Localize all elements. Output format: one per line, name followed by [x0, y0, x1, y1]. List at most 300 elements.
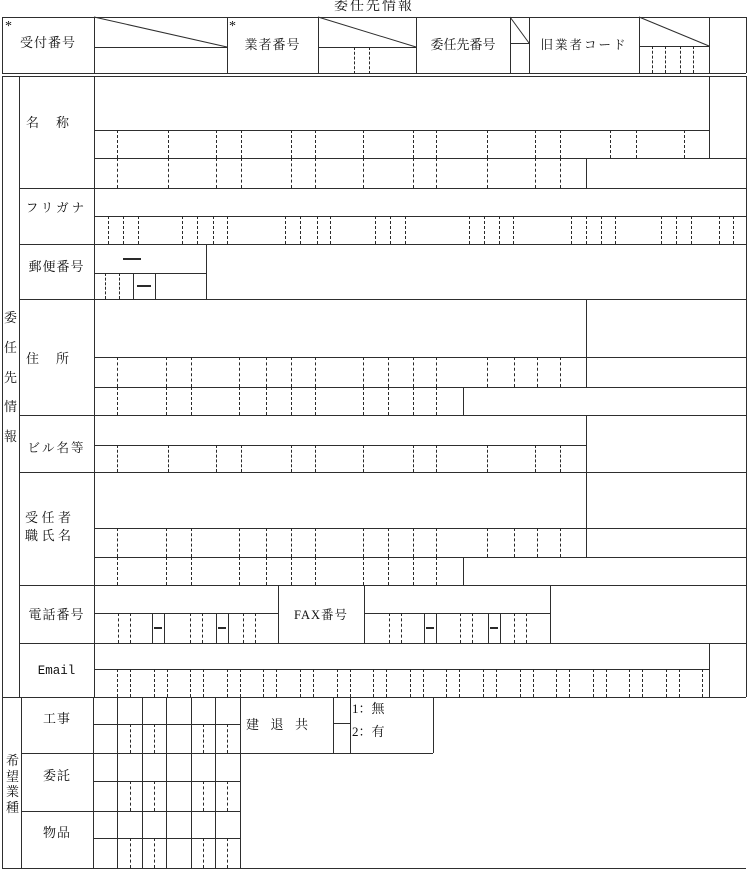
dotted-separator: [514, 528, 515, 557]
grid-line-h: [19, 472, 746, 473]
grid-line-v: [639, 17, 640, 73]
dotted-separator: [487, 130, 488, 158]
grid-line-h: [2, 697, 746, 698]
building-name-label: ビル名等: [27, 441, 86, 455]
grid-line-h: [94, 158, 746, 159]
dotted-separator: [117, 387, 118, 415]
dotted-separator: [227, 669, 228, 697]
dotted-separator: [661, 216, 662, 244]
dotted-separator: [118, 613, 119, 643]
label-char: 所: [55, 351, 69, 366]
dotted-separator: [436, 387, 437, 415]
label-char: 希: [5, 753, 19, 768]
grid-line-h: [2, 73, 746, 74]
old-contractor-code-input[interactable]: [640, 47, 708, 73]
dotted-separator: [227, 724, 228, 753]
dotted-separator: [571, 216, 572, 244]
dotted-separator: [117, 357, 118, 387]
dotted-separator: [487, 357, 488, 387]
hyphen-mark: [218, 627, 226, 629]
construction-code-input[interactable]: [94, 698, 240, 752]
label-char: 任: [3, 339, 17, 355]
grid-line-v: [2, 17, 3, 73]
dotted-separator: [388, 357, 389, 387]
grid-line-h: [21, 753, 433, 754]
grid-line-v: [2, 76, 3, 697]
dotted-separator: [413, 387, 414, 415]
grid-line-v: [586, 158, 587, 188]
grid-line-v: [746, 17, 747, 73]
postal-code-input-digits4[interactable]: [156, 274, 205, 298]
dotted-separator: [266, 557, 267, 585]
dotted-separator: [191, 357, 192, 387]
consignment-code-input[interactable]: [94, 754, 240, 810]
grid-line-v: [463, 387, 464, 415]
furigana-input[interactable]: [95, 217, 745, 243]
dotted-separator: [243, 613, 244, 643]
dotted-separator: [401, 613, 402, 643]
name-input-line1[interactable]: [95, 77, 708, 129]
dotted-separator: [241, 445, 242, 472]
grid-line-v: [133, 273, 134, 299]
dotted-separator: [285, 216, 286, 244]
dotted-separator: [560, 130, 561, 158]
label-char: 受: [25, 510, 39, 525]
grid-line-v: [215, 697, 216, 868]
grid-line-h: [510, 43, 529, 44]
dotted-separator: [315, 130, 316, 158]
dotted-separator: [166, 528, 167, 557]
dotted-separator: [291, 158, 292, 188]
dotted-separator: [436, 528, 437, 557]
address-input-line2[interactable]: [95, 358, 585, 386]
email-input-line1[interactable]: [95, 644, 708, 668]
grid-line-h: [2, 17, 746, 18]
dotted-separator: [330, 216, 331, 244]
dotted-separator: [117, 557, 118, 585]
dotted-separator: [119, 273, 120, 299]
dotted-separator: [203, 838, 204, 868]
dotted-separator: [666, 669, 667, 697]
grid-line-v: [436, 613, 437, 643]
name-input-line2[interactable]: [95, 131, 708, 157]
grid-line-v: [228, 613, 229, 643]
dotted-separator: [469, 216, 470, 244]
dotted-separator: [266, 357, 267, 387]
grid-line-h: [639, 46, 709, 47]
dotted-separator: [203, 724, 204, 753]
dotted-separator: [560, 357, 561, 387]
dotted-separator: [363, 557, 364, 585]
dotted-separator: [436, 158, 437, 188]
dotted-separator: [350, 669, 351, 697]
dotted-separator: [537, 357, 538, 387]
dotted-separator: [388, 387, 389, 415]
dotted-separator: [300, 669, 301, 697]
dotted-separator: [514, 613, 515, 643]
grid-line-v: [709, 643, 710, 697]
dotted-separator: [363, 528, 364, 557]
dotted-separator: [436, 357, 437, 387]
dotted-separator: [154, 724, 155, 753]
dotted-separator: [615, 216, 616, 244]
dotted-separator: [363, 158, 364, 188]
dotted-separator: [472, 613, 473, 643]
dotted-separator: [423, 669, 424, 697]
dotted-separator: [537, 528, 538, 557]
dotted-separator: [520, 669, 521, 697]
label-char: 職: [25, 528, 39, 543]
dotted-separator: [693, 46, 694, 73]
dotted-separator: [499, 216, 500, 244]
dotted-separator: [560, 528, 561, 557]
dotted-separator: [642, 669, 643, 697]
dotted-separator: [676, 216, 677, 244]
dotted-separator: [239, 387, 240, 415]
grid-line-h: [364, 613, 550, 614]
dotted-separator: [636, 130, 637, 158]
label-char: 建: [246, 717, 260, 732]
grid-line-v: [488, 613, 489, 643]
label-char: 委: [3, 310, 17, 325]
dotted-separator: [108, 216, 109, 244]
hyphen-mark: [426, 627, 434, 629]
dotted-separator: [168, 445, 169, 472]
dotted-separator: [191, 528, 192, 557]
grid-line-h: [19, 188, 746, 189]
dotted-separator: [202, 613, 203, 643]
grid-line-v: [500, 613, 501, 643]
dotted-separator: [313, 669, 314, 697]
grid-line-v: [191, 697, 192, 868]
grid-line-v: [424, 613, 425, 643]
dotted-separator: [593, 669, 594, 697]
delegatee-input-line1[interactable]: [95, 473, 585, 527]
grid-line-v: [529, 17, 530, 73]
consignment-label: 委託: [42, 768, 71, 783]
email-input-line2[interactable]: [95, 670, 708, 696]
hyphen-mark: [154, 627, 162, 629]
form-title: 委任先情報: [334, 0, 414, 14]
dotted-separator: [446, 669, 447, 697]
dotted-separator: [487, 445, 488, 472]
dotted-separator: [373, 669, 374, 697]
grid-line-h: [94, 47, 227, 48]
grid-line-h: [94, 216, 746, 217]
label-char: 者: [57, 510, 71, 525]
postal-code-input-upper[interactable]: [95, 247, 205, 272]
grid-line-v: [94, 76, 95, 697]
delegatee-input-line2[interactable]: [95, 529, 585, 556]
goods-code-input[interactable]: [94, 812, 240, 867]
dotted-separator: [410, 669, 411, 697]
dotted-separator: [680, 46, 681, 73]
dotted-separator: [317, 216, 318, 244]
dotted-separator: [629, 669, 630, 697]
grid-line-h: [19, 643, 746, 644]
dotted-separator: [166, 387, 167, 415]
dotted-separator: [436, 130, 437, 158]
dotted-separator: [679, 669, 680, 697]
dotted-separator: [315, 528, 316, 557]
dotted-separator: [413, 557, 414, 585]
dotted-separator: [606, 669, 607, 697]
reception-number-input[interactable]: [95, 48, 226, 73]
grid-line-h: [94, 273, 206, 274]
dotted-separator: [665, 46, 666, 73]
grid-line-v: [227, 17, 228, 73]
dotted-separator: [291, 130, 292, 158]
dotted-separator: [117, 130, 118, 158]
dotted-separator: [315, 557, 316, 585]
dotted-separator: [117, 669, 118, 697]
dotted-separator: [154, 838, 155, 868]
dotted-separator: [154, 781, 155, 811]
label-char: 情: [3, 399, 17, 415]
dotted-separator: [535, 445, 536, 472]
dotted-separator: [484, 216, 485, 244]
construction-label: 工事: [42, 711, 71, 726]
grid-line-v: [586, 415, 587, 472]
grid-line-v: [333, 697, 334, 753]
dotted-separator: [652, 46, 653, 73]
phone-number-input[interactable]: [95, 586, 277, 642]
delegate-number-input[interactable]: [511, 44, 528, 73]
dotted-separator: [610, 130, 611, 158]
dotted-separator: [117, 445, 118, 472]
dotted-separator: [255, 613, 256, 643]
dotted-separator: [300, 216, 301, 244]
label-char: 報: [3, 429, 17, 444]
label-char: 退: [270, 717, 284, 732]
dotted-separator: [227, 216, 228, 244]
grid-line-v: [117, 697, 118, 868]
dotted-separator: [354, 47, 355, 74]
dotted-separator: [216, 445, 217, 472]
dotted-separator: [460, 613, 461, 643]
dotted-separator: [315, 387, 316, 415]
dotted-separator: [526, 613, 527, 643]
postal-code-input-digits3[interactable]: [95, 274, 132, 298]
dotted-separator: [291, 557, 292, 585]
grid-line-v: [19, 76, 20, 697]
kentaikyo-option-none: 1：無: [352, 701, 385, 716]
grid-line-v: [416, 17, 417, 73]
dotted-separator: [239, 528, 240, 557]
grid-line-v: [364, 585, 365, 643]
kentaikyo-choice-input[interactable]: [334, 698, 349, 752]
grid-line-v: [21, 697, 22, 868]
grid-line-h: [21, 811, 240, 812]
dotted-separator: [733, 216, 734, 244]
dotted-separator: [487, 158, 488, 188]
grid-line-v: [709, 76, 710, 158]
dotted-separator: [227, 781, 228, 811]
label-char: 名: [57, 528, 71, 543]
dotted-separator: [197, 216, 198, 244]
grid-line-v: [2, 697, 3, 868]
grid-line-v: [166, 697, 167, 868]
dotted-separator: [369, 47, 370, 74]
delegate-number-label: 委任先番号: [430, 37, 496, 52]
delegatee-input-line3[interactable]: [95, 558, 462, 584]
dotted-separator: [556, 669, 557, 697]
grid-line-v: [142, 697, 143, 868]
dotted-separator: [413, 445, 414, 472]
dotted-separator: [213, 216, 214, 244]
label-char: 住: [26, 351, 40, 366]
dotted-separator: [117, 528, 118, 557]
contractor-number-label: 業者番号: [244, 37, 301, 52]
dotted-separator: [105, 273, 106, 299]
dotted-separator: [487, 528, 488, 557]
dotted-separator: [241, 130, 242, 158]
dotted-separator: [535, 158, 536, 188]
hyphen-mark: [123, 258, 141, 260]
grid-line-h: [2, 76, 746, 77]
dotted-separator: [182, 216, 183, 244]
grid-line-v: [586, 472, 587, 557]
grid-line-v: [586, 299, 587, 387]
dotted-separator: [315, 445, 316, 472]
building-input-line1[interactable]: [95, 416, 585, 444]
dotted-separator: [337, 669, 338, 697]
grid-line-h: [19, 299, 746, 300]
contractor-number-input[interactable]: [319, 48, 415, 73]
dotted-separator: [405, 216, 406, 244]
phone-number-label: 電話番号: [28, 607, 85, 622]
dotted-separator: [363, 445, 364, 472]
dotted-separator: [459, 669, 460, 697]
grid-line-h: [94, 613, 278, 614]
dotted-separator: [240, 669, 241, 697]
grid-line-h: [19, 415, 746, 416]
dotted-separator: [168, 158, 169, 188]
dotted-separator: [239, 357, 240, 387]
dotted-separator: [388, 528, 389, 557]
dotted-separator: [496, 669, 497, 697]
reception-number-label: 受付番号: [19, 35, 76, 50]
grid-line-h: [19, 585, 746, 586]
dotted-separator: [216, 158, 217, 188]
dotted-separator: [390, 216, 391, 244]
grid-line-h: [19, 244, 746, 245]
dotted-separator: [190, 613, 191, 643]
hyphen-mark: [490, 627, 498, 629]
dotted-separator: [436, 557, 437, 585]
dotted-separator: [203, 669, 204, 697]
grid-line-v: [318, 17, 319, 73]
dotted-separator: [388, 557, 389, 585]
dotted-separator: [263, 669, 264, 697]
dotted-separator: [154, 669, 155, 697]
grid-line-v: [746, 76, 747, 697]
dotted-separator: [691, 216, 692, 244]
grid-line-h: [94, 130, 709, 131]
grid-line-v: [152, 613, 153, 643]
dotted-separator: [436, 445, 437, 472]
dotted-separator: [363, 357, 364, 387]
label-char: 任: [41, 510, 55, 525]
grid-line-v: [550, 585, 551, 643]
goods-label: 物品: [42, 825, 71, 840]
dotted-separator: [266, 387, 267, 415]
grid-line-h: [333, 723, 350, 724]
dotted-separator: [601, 216, 602, 244]
dotted-separator: [130, 724, 131, 753]
grid-line-v: [216, 613, 217, 643]
postal-code-label: 郵便番号: [28, 259, 85, 274]
label-char: 先: [3, 369, 17, 385]
grid-line-v: [278, 585, 279, 643]
grid-line-v: [164, 613, 165, 643]
dotted-separator: [389, 613, 390, 643]
dotted-separator: [276, 669, 277, 697]
grid-line-v: [94, 17, 95, 73]
dotted-separator: [167, 669, 168, 697]
dotted-separator: [560, 158, 561, 188]
email-label: Email: [37, 664, 76, 678]
label-char: 名: [26, 115, 40, 130]
grid-line-h: [318, 47, 416, 48]
dotted-separator: [227, 838, 228, 868]
grid-line-v: [240, 697, 241, 868]
fax-number-input[interactable]: [365, 586, 549, 642]
dotted-separator: [166, 357, 167, 387]
dotted-separator: [291, 357, 292, 387]
address-input-line3[interactable]: [95, 388, 462, 414]
dotted-separator: [130, 669, 131, 697]
required-asterisk-contractor: *: [229, 19, 236, 34]
dotted-separator: [684, 130, 685, 158]
old-contractor-code-label: 旧業者コード: [540, 38, 628, 52]
dotted-separator: [117, 158, 118, 188]
label-char: 業: [5, 784, 19, 800]
furigana-label: フリガナ: [25, 201, 88, 215]
dotted-separator: [130, 781, 131, 811]
hyphen-mark: [137, 285, 151, 287]
dotted-separator: [168, 130, 169, 158]
dotted-separator: [375, 216, 376, 244]
label-char: 氏: [41, 528, 55, 543]
dotted-separator: [413, 130, 414, 158]
dotted-separator: [363, 387, 364, 415]
label-char: 称: [55, 115, 69, 130]
grid-line-v: [155, 273, 156, 299]
dotted-separator: [413, 158, 414, 188]
dotted-separator: [130, 613, 131, 643]
dotted-separator: [363, 130, 364, 158]
dotted-separator: [514, 357, 515, 387]
dotted-separator: [560, 445, 561, 472]
required-asterisk-reception: *: [5, 19, 12, 34]
dotted-separator: [166, 557, 167, 585]
dotted-separator: [315, 357, 316, 387]
dotted-separator: [203, 781, 204, 811]
grid-line-h: [2, 868, 746, 869]
dotted-separator: [291, 387, 292, 415]
grid-line-v: [463, 557, 464, 585]
dotted-separator: [586, 216, 587, 244]
kentaikyo-option-yes: 2：有: [352, 724, 385, 739]
label-char: 種: [5, 799, 19, 815]
address-input-line1[interactable]: [95, 300, 585, 356]
label-char: 共: [294, 717, 308, 732]
dotted-separator: [216, 130, 217, 158]
dotted-separator: [719, 216, 720, 244]
dotted-separator: [483, 669, 484, 697]
grid-line-v: [350, 697, 351, 753]
